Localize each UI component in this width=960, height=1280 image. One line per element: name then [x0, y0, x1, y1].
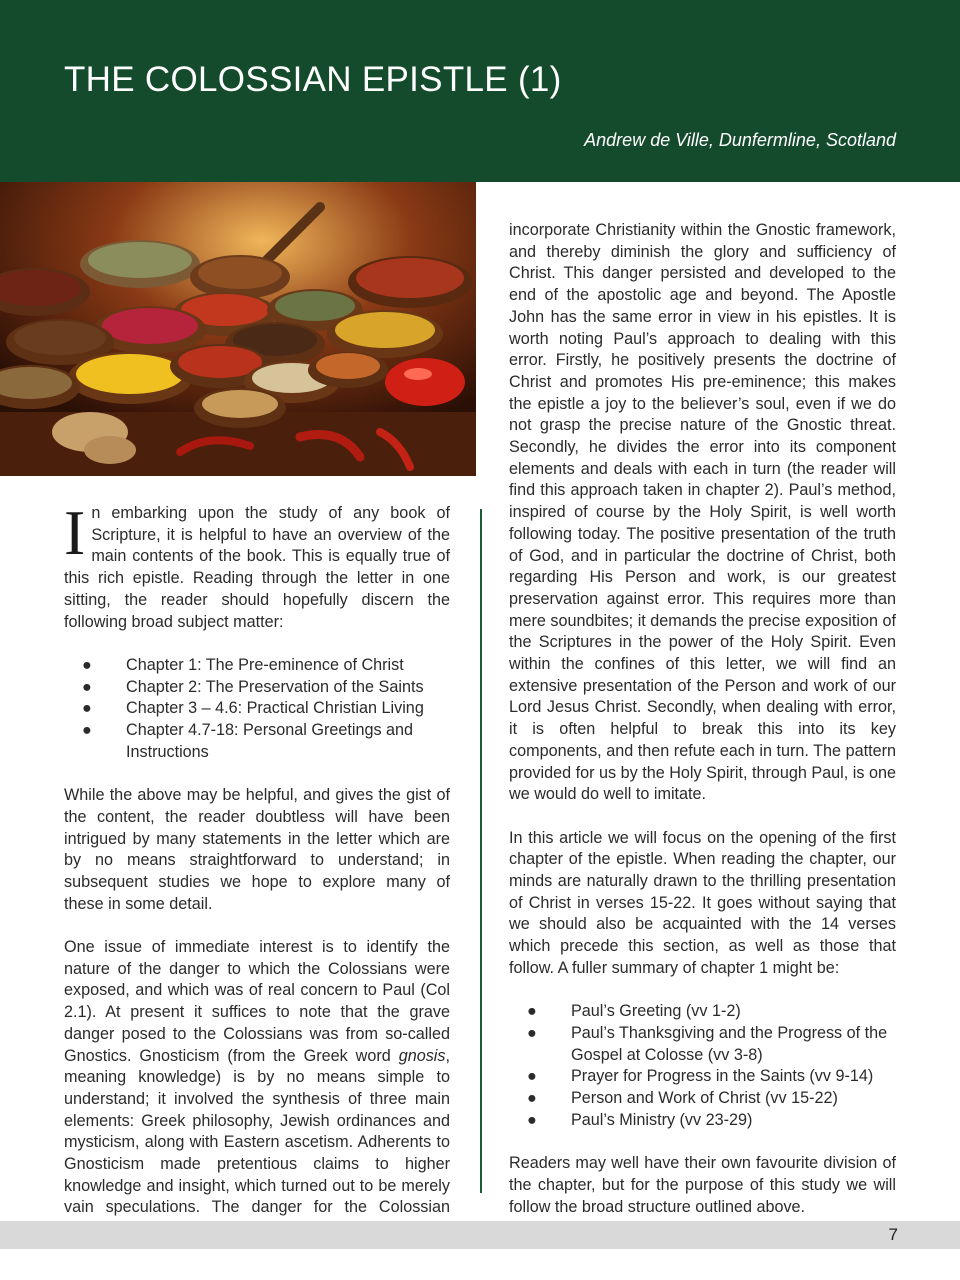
author-byline: Andrew de Ville, Dunfermline, Scotland	[584, 130, 896, 150]
list-item: ● Chapter 3 – 4.6: Practical Christian Living	[64, 698, 450, 720]
list-item: ● Person and Work of Christ (vv 15-22)	[509, 1088, 896, 1110]
body-paragraph: Readers may well have their own favourite division of the chapter, but for the purpose of this study we will follow the broad structure outlined above.	[509, 1154, 896, 1216]
body-paragraph: One issue of immediate interest is to identify the nature of the danger to which the Colossians were exposed, and which was of real concern to Paul (Col 2.1). At present it suffices to note that the grave danger posed to the Colossians was from so-called Gnostics. Gnosticism (from the Greek word gnosis, meaning knowledge) is by no means simple to understand; it involved the synthesis of three main elements: Greek philosophy, Jewish ordinances and mysticism, along with Eastern ascetism. Adherents to Gnosticism made pretentious claims to higher knowledge and insight, which turned out to be merely vain speculations. The danger for the Colossian	[64, 938, 450, 1217]
summary-list	[509, 1001, 896, 1131]
bullet-icon: ●	[82, 655, 92, 674]
list-item: ● Paul’s Ministry (vv 23-29)	[509, 1110, 896, 1132]
article-title: THE COLOSSIAN EPISTLE (1)	[64, 60, 562, 99]
list-item: ● Chapter 4.7-18: Personal Greetings and Instructions	[82, 721, 414, 761]
right-column	[509, 220, 896, 1218]
footer-bar	[0, 1221, 960, 1249]
list-item: ● Paul’s Greeting (vv 1-2)	[509, 1001, 896, 1023]
bullet-icon: ●	[527, 1002, 537, 1021]
list-item: ● Paul’s Thanksgiving and the Progress of the Gospel at Colosse (vv 3-8)	[527, 1023, 888, 1064]
body-paragraph: While the above may be helpful, and gives the gist of the content, the reader doubtless will have been intrigued by many statements in the letter which are by no means straightforward to understand; in subsequent studies we hope to explore many of these in some detail.	[64, 786, 450, 913]
intro-text: n embarking upon the study of any book of Scripture, it is helpful to have an overview of the main contents of the book. This is equally true of this rich epistle. Reading through the letter in one sitting, the reader should hopefully discern the following broad subject matter:	[64, 504, 450, 631]
bullet-icon: ●	[527, 1067, 537, 1086]
chapter-list	[64, 655, 450, 764]
list-item: ● Chapter 1: The Pre-eminence of Christ	[64, 655, 450, 677]
page-number: 7	[888, 1225, 898, 1244]
bullet-icon: ●	[82, 677, 92, 696]
bullet-icon: ●	[527, 1089, 537, 1108]
body-paragraph: In this article we will focus on the opening of the first chapter of the epistle. When reading the chapter, our minds are naturally drawn to the thrilling presentation of Christ in verses 15-22. It goes without saying that we should also be acquainted with the 14 verses which precede this section, as well as those that follow. A fuller summary of chapter 1 might be:	[509, 828, 896, 977]
list-item: ● Prayer for Progress in the Saints (vv 9-14)	[509, 1066, 896, 1088]
intro-paragraph	[64, 497, 450, 633]
emphasis-word: gnosis	[398, 1046, 446, 1065]
bullet-icon: ●	[82, 721, 92, 740]
bullet-icon: ●	[82, 699, 92, 718]
bullet-icon: ●	[527, 1110, 537, 1129]
header-banner	[0, 0, 960, 182]
left-column	[64, 497, 450, 1241]
spices-photo	[0, 182, 476, 476]
column-divider	[480, 509, 482, 1193]
list-item: ● Chapter 2: The Preservation of the Saints	[64, 677, 450, 699]
bullet-icon: ●	[527, 1023, 537, 1042]
drop-cap: I	[64, 497, 86, 568]
body-paragraph: incorporate Christianity within the Gnostic framework, and thereby diminish the glory and sufficiency of Christ. This danger persisted and developed to the end of the apostolic age and beyond. The Apostle John has the same error in view in his epistles. It is worth noting Paul’s approach to dealing with this error. Firstly, he positively presents the doctrine of Christ and promotes His pre-eminence; this makes the epistle a joy to the believer’s soul, even if we do not grasp the precise nature of the Gnostic threat. Secondly, he divides the error into its component elements and deals with each in turn (the reader will find this approach taken in chapter 2). Paul’s method, inspired of course by the Holy Spirit, is well worth following today. The positive presentation of the truth of God, and in particular the doctrine of Christ, both regarding His Person and work, is our greatest preservation against error. This requires more than mere soundbites; it demands the precise exposition of the Scriptures in the power of the Holy Spirit. Even within the confines of this letter, we will find an extensive presentation of the Person and work of our Lord Jesus Christ. Secondly, when dealing with error, it is often helpful to break this into its key components, and then refute each in turn. The pattern provided for us by the Holy Spirit, through Paul, is one we would do well to imitate.	[509, 221, 896, 804]
